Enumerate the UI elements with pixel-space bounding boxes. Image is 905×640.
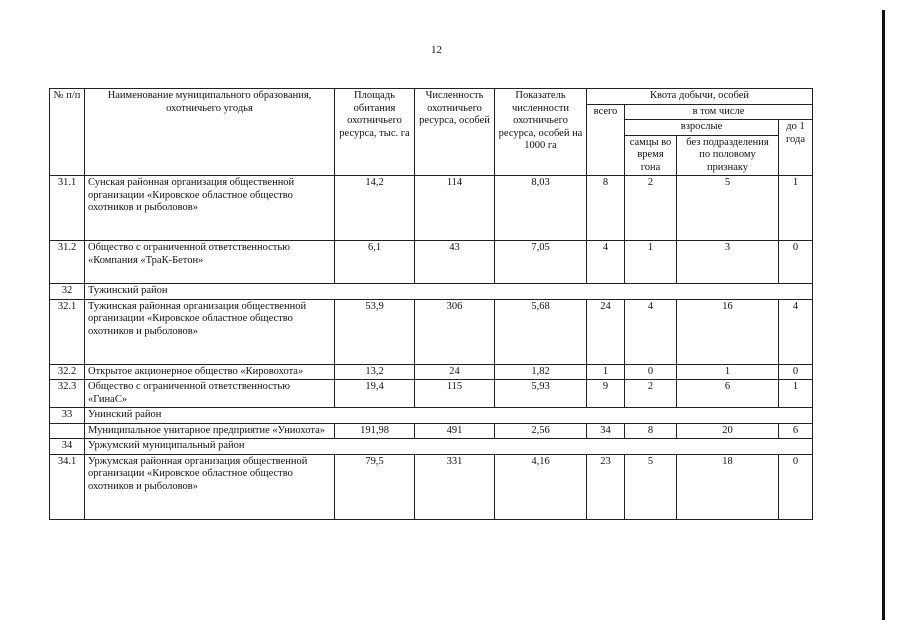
cell-name: Тужинская районная организация общественной организации «Кировское областное общество охотников и рыболовов» bbox=[85, 299, 335, 364]
cell-name: Общество с ограниченной ответственностью «ГинаС» bbox=[85, 380, 335, 408]
cell-num: 33 bbox=[50, 408, 85, 424]
cell-num: 34 bbox=[50, 439, 85, 455]
cell-density: 4,16 bbox=[495, 454, 587, 519]
cell-males: 5 bbox=[625, 454, 677, 519]
header-count: Численность охотничьего ресурса, особей bbox=[415, 89, 495, 176]
cell-density: 2,56 bbox=[495, 423, 587, 439]
cell-males: 1 bbox=[625, 241, 677, 284]
cell-under1: 4 bbox=[779, 299, 813, 364]
cell-count: 114 bbox=[415, 176, 495, 241]
cell-count: 331 bbox=[415, 454, 495, 519]
cell-density: 8,03 bbox=[495, 176, 587, 241]
header-total: всего bbox=[587, 104, 625, 176]
cell-area: 53,9 bbox=[335, 299, 415, 364]
table-row-section bbox=[50, 408, 813, 424]
table-row-section bbox=[50, 439, 813, 455]
cell-section-name: Унинский район bbox=[85, 408, 813, 424]
cell-num bbox=[50, 423, 85, 439]
cell-count: 491 bbox=[415, 423, 495, 439]
cell-name: Уржумская районная организация общественной организации «Кировское областное общество охотников и рыболовов» bbox=[85, 454, 335, 519]
table-row-section bbox=[50, 284, 813, 300]
table-row bbox=[50, 299, 813, 364]
cell-num: 34.1 bbox=[50, 454, 85, 519]
header-quota: Квота добычи, особей bbox=[587, 89, 813, 105]
table-row bbox=[50, 423, 813, 439]
cell-nosex: 6 bbox=[677, 380, 779, 408]
cell-under1: 0 bbox=[779, 454, 813, 519]
cell-count: 115 bbox=[415, 380, 495, 408]
cell-count: 306 bbox=[415, 299, 495, 364]
cell-num: 32 bbox=[50, 284, 85, 300]
scan-edge-line bbox=[882, 10, 885, 620]
table-row bbox=[50, 454, 813, 519]
cell-total: 9 bbox=[587, 380, 625, 408]
header-name: Наименование муниципального образования, охотничьего угодья bbox=[85, 89, 335, 176]
header-under1: до 1 года bbox=[779, 120, 813, 176]
cell-num: 32.1 bbox=[50, 299, 85, 364]
cell-under1: 0 bbox=[779, 241, 813, 284]
cell-density: 7,05 bbox=[495, 241, 587, 284]
cell-density: 1,82 bbox=[495, 364, 587, 380]
cell-area: 19,4 bbox=[335, 380, 415, 408]
header-males: самцы во время гона bbox=[625, 135, 677, 176]
cell-total: 24 bbox=[587, 299, 625, 364]
header-density: Показатель численности охотничьего ресурса, особей на 1000 га bbox=[495, 89, 587, 176]
cell-under1: 0 bbox=[779, 364, 813, 380]
cell-nosex: 1 bbox=[677, 364, 779, 380]
cell-nosex: 20 bbox=[677, 423, 779, 439]
table-row bbox=[50, 364, 813, 380]
cell-nosex: 18 bbox=[677, 454, 779, 519]
cell-males: 2 bbox=[625, 176, 677, 241]
cell-area: 13,2 bbox=[335, 364, 415, 380]
cell-nosex: 5 bbox=[677, 176, 779, 241]
cell-section-name: Тужинский район bbox=[85, 284, 813, 300]
cell-name: Муниципальное унитарное предприятие «Униохота» bbox=[85, 423, 335, 439]
cell-under1: 1 bbox=[779, 176, 813, 241]
header-nosex: без подразделения по половому признаку bbox=[677, 135, 779, 176]
cell-count: 43 bbox=[415, 241, 495, 284]
cell-count: 24 bbox=[415, 364, 495, 380]
cell-num: 32.3 bbox=[50, 380, 85, 408]
cell-num: 31.1 bbox=[50, 176, 85, 241]
table-row bbox=[50, 176, 813, 241]
cell-males: 2 bbox=[625, 380, 677, 408]
cell-name: Сунская районная организация общественной организации «Кировское областное общество охотников и рыболовов» bbox=[85, 176, 335, 241]
table-row bbox=[50, 380, 813, 408]
header-incl: в том числе bbox=[625, 104, 813, 120]
cell-nosex: 3 bbox=[677, 241, 779, 284]
cell-name: Общество с ограниченной ответственностью «Компания «ТраК-Бетон» bbox=[85, 241, 335, 284]
cell-area: 191,98 bbox=[335, 423, 415, 439]
cell-section-name: Уржумский муниципальный район bbox=[85, 439, 813, 455]
cell-area: 14,2 bbox=[335, 176, 415, 241]
cell-area: 6,1 bbox=[335, 241, 415, 284]
cell-num: 32.2 bbox=[50, 364, 85, 380]
cell-males: 0 bbox=[625, 364, 677, 380]
quota-table bbox=[49, 88, 813, 520]
cell-density: 5,93 bbox=[495, 380, 587, 408]
cell-total: 23 bbox=[587, 454, 625, 519]
cell-density: 5,68 bbox=[495, 299, 587, 364]
cell-males: 4 bbox=[625, 299, 677, 364]
page-number: 12 bbox=[431, 44, 442, 56]
cell-total: 34 bbox=[587, 423, 625, 439]
cell-under1: 1 bbox=[779, 380, 813, 408]
cell-under1: 6 bbox=[779, 423, 813, 439]
table-row bbox=[50, 241, 813, 284]
cell-area: 79,5 bbox=[335, 454, 415, 519]
cell-total: 8 bbox=[587, 176, 625, 241]
cell-males: 8 bbox=[625, 423, 677, 439]
header-adults: взрослые bbox=[625, 120, 779, 136]
cell-name: Открытое акционерное общество «Кировохота» bbox=[85, 364, 335, 380]
cell-num: 31.2 bbox=[50, 241, 85, 284]
cell-total: 1 bbox=[587, 364, 625, 380]
header-area: Площадь обитания охотничьего ресурса, тыс. га bbox=[335, 89, 415, 176]
cell-total: 4 bbox=[587, 241, 625, 284]
header-num: № п/п bbox=[50, 89, 85, 176]
cell-nosex: 16 bbox=[677, 299, 779, 364]
